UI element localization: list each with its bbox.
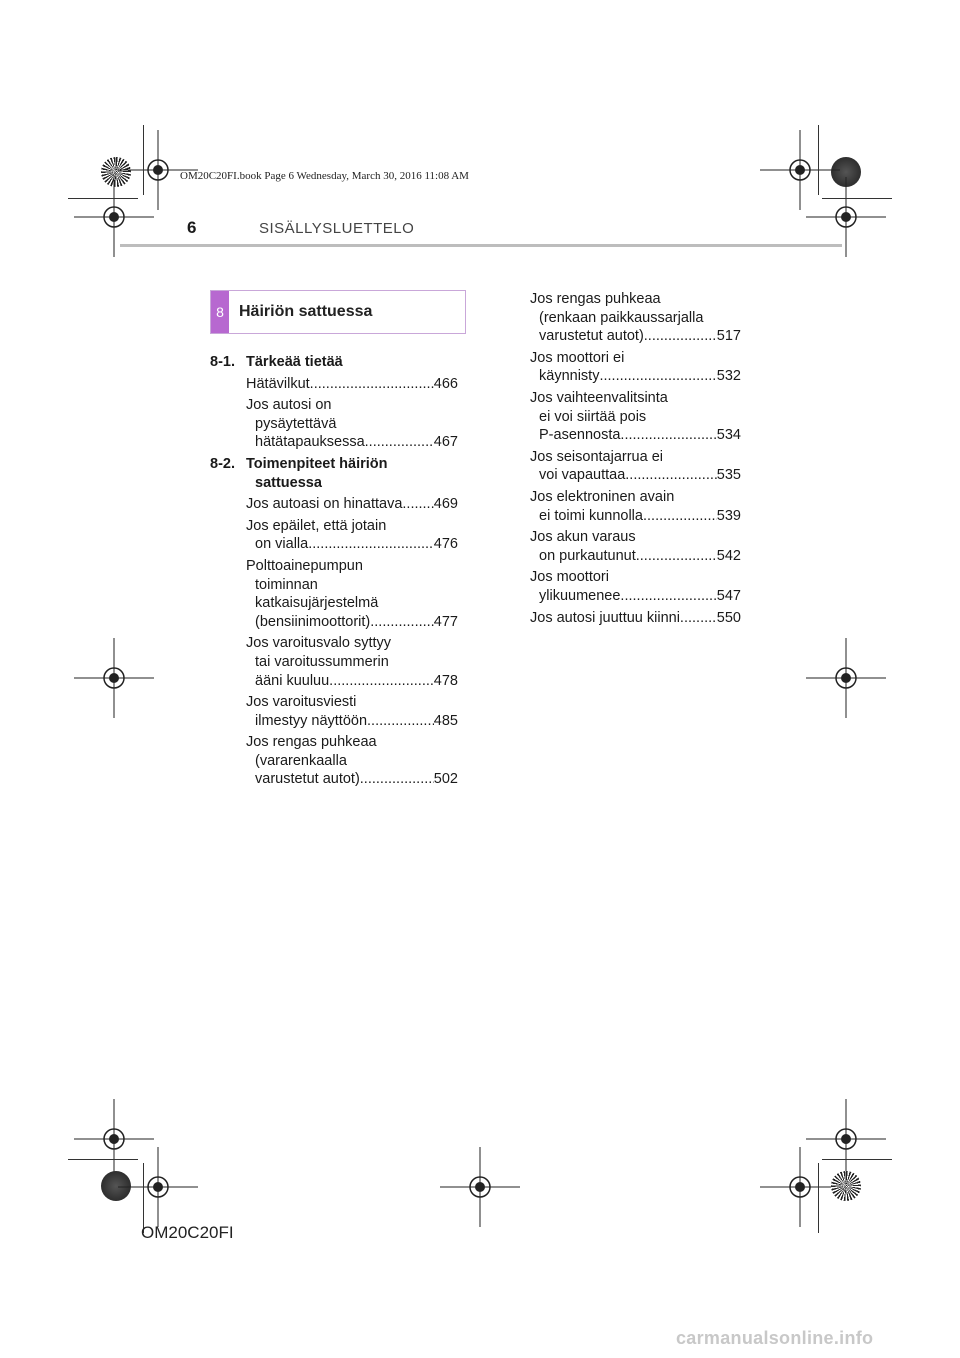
- toc-entry-label: varustetut autot): [539, 328, 644, 345]
- section-heading: [210, 290, 466, 334]
- dot-leader: [599, 367, 716, 386]
- trim-line: [68, 1159, 138, 1160]
- trim-line: [68, 198, 138, 199]
- toc-entry-text: Jos varoitusviesti: [246, 694, 357, 711]
- toc-entry-text: Jos varoitusvalo syttyy: [246, 635, 392, 652]
- toc-entry-leader-line: [246, 770, 458, 789]
- toc-page-number: 485: [433, 712, 458, 729]
- toc-entry-leader-line: [246, 712, 458, 731]
- toc-entry[interactable]: [530, 568, 741, 605]
- toc-page-number: 467: [433, 434, 458, 451]
- page-number: 6: [187, 218, 197, 237]
- toc-entry[interactable]: [246, 517, 458, 554]
- toc-entry-label: ääni kuuluu: [255, 672, 330, 689]
- crosshair-icon: [440, 1147, 520, 1227]
- toc-entry-text: Jos rengas puhkeaa: [246, 734, 377, 751]
- toc-entry-leader-line: [246, 375, 458, 394]
- subsection-heading: [210, 353, 458, 372]
- toc-page-number: 535: [716, 467, 741, 484]
- toc-entry-text: Jos akun varaus: [530, 529, 636, 546]
- toc-entry-leader-line: [530, 367, 741, 386]
- toc-entry-list: [246, 375, 458, 452]
- dot-leader: [367, 712, 434, 731]
- toc-entry-leader-line: [530, 426, 741, 445]
- toc-entry-list: [530, 290, 741, 627]
- toc-entry[interactable]: [246, 375, 458, 394]
- toc-entry-text: Jos moottori ei: [530, 349, 625, 366]
- toc-entry-leader-line: [246, 495, 458, 514]
- toc-entry-text: (renkaan paikkaussarjalla: [539, 309, 704, 326]
- toc-entry-list: [246, 495, 458, 789]
- toc-entry-text: Jos seisontajarrua ei: [530, 448, 663, 465]
- toc-page-number: 476: [433, 536, 458, 553]
- toc-entry-label: on vialla: [255, 536, 309, 553]
- toc-entry-label: ilmestyy näyttöön: [255, 712, 368, 729]
- dot-leader: [625, 466, 717, 485]
- toc-page-number: 478: [433, 672, 458, 689]
- toc-entry[interactable]: [530, 528, 741, 565]
- toc-entry-leader-line: [530, 587, 741, 606]
- toc-entry-label: käynnisty: [539, 368, 600, 385]
- dot-leader: [308, 535, 434, 554]
- toc-entry-label: voi vapauttaa: [539, 467, 626, 484]
- dot-leader: [370, 613, 434, 632]
- dot-leader: [620, 426, 716, 445]
- toc-page-number: 502: [433, 771, 458, 788]
- toc-entry-leader-line: [246, 535, 458, 554]
- toc-entry-leader-line: [246, 672, 458, 691]
- toc-entry-text: Jos vaihteenvalitsinta: [530, 389, 668, 406]
- toc-entry-label: Jos autosi juuttuu kiinni: [530, 609, 680, 626]
- toc-entry-text: ei voi siirtää pois: [539, 408, 647, 425]
- toc-entry[interactable]: [246, 733, 458, 789]
- toc-entry-leader-line: [530, 327, 741, 346]
- toc-page-number: 477: [433, 613, 458, 630]
- subsection-number: 8-1.: [210, 354, 235, 370]
- toc-entry-leader-line: [530, 507, 741, 526]
- toc-entry-label: P-asennosta: [539, 427, 621, 444]
- radial-target-icon: [831, 1171, 861, 1201]
- toc-entry[interactable]: [530, 448, 741, 485]
- section-title: Häiriön sattuessa: [239, 303, 373, 320]
- dot-leader: [329, 672, 434, 691]
- header-title: SISÄLLYSLUETTELO: [259, 220, 415, 237]
- toc-entry-label: ylikuumenee: [539, 587, 621, 604]
- toc-entry-label: ei toimi kunnolla: [539, 507, 643, 524]
- toc-entry-text: Jos elektroninen avain: [530, 488, 675, 505]
- dot-leader: [365, 433, 434, 452]
- toc-entry[interactable]: [530, 290, 741, 346]
- toc-entry-label: varustetut autot): [255, 771, 360, 788]
- toc-entry-text: toiminnan: [255, 576, 318, 593]
- toc-entry[interactable]: [530, 609, 741, 628]
- dot-leader: [680, 609, 717, 628]
- dot-leader: [310, 375, 434, 394]
- toc-entry[interactable]: [530, 389, 741, 445]
- toc-entry[interactable]: [246, 693, 458, 730]
- dot-leader: [620, 587, 716, 606]
- dot-leader: [644, 327, 717, 346]
- subsection-title-cont: sattuessa: [255, 474, 322, 491]
- dot-leader: [360, 770, 434, 789]
- section-number: 8: [211, 291, 229, 333]
- toc-entry-label: on purkautunut: [539, 547, 636, 564]
- toc-entry-text: (vararenkaalla: [255, 752, 347, 769]
- header-rule: [120, 244, 842, 247]
- toc-entry-text: tai varoitussummerin: [255, 653, 389, 670]
- toc-entry-label: Jos autoasi on hinattava: [246, 496, 403, 513]
- dot-leader: [636, 547, 717, 566]
- toc-entry-text: Jos moottori: [530, 569, 609, 586]
- toc-entry-leader-line: [530, 609, 741, 628]
- toc-page-number: 469: [433, 496, 458, 513]
- toc-page-number: 517: [716, 328, 741, 345]
- toc-entry-leader-line: [530, 547, 741, 566]
- toc-right-column: [530, 287, 741, 627]
- toc-page-number: 542: [716, 547, 741, 564]
- toc-entry[interactable]: [246, 495, 458, 514]
- dot-leader: [643, 507, 717, 526]
- toc-entry[interactable]: [246, 396, 458, 452]
- toc-entry-text: pysäytettävä: [255, 415, 337, 432]
- toc-entry[interactable]: [246, 634, 458, 690]
- toc-entry-label: hätätapauksessa: [255, 434, 365, 451]
- toc-left-column: [210, 353, 458, 789]
- toc-entry-text: Jos rengas puhkeaa: [530, 291, 661, 307]
- footer-code: OM20C20FI: [141, 1223, 234, 1242]
- toc-entry-label: (bensiinimoottorit): [255, 613, 371, 630]
- toc-page-number: 539: [716, 507, 741, 524]
- toc-entry-leader-line: [246, 613, 458, 632]
- crosshair-icon: [74, 638, 154, 718]
- toc-entry[interactable]: [246, 557, 458, 631]
- trim-line: [822, 1159, 892, 1160]
- trim-line: [822, 198, 892, 199]
- toc-entry[interactable]: [530, 349, 741, 386]
- trim-line: [818, 1163, 819, 1233]
- toc-entry-text: Polttoainepumpun: [246, 557, 363, 574]
- trim-line: [143, 125, 144, 195]
- toc-entry-leader-line: [530, 466, 741, 485]
- toc-entry[interactable]: [530, 488, 741, 525]
- toc-page-number: 550: [716, 609, 741, 626]
- book-info-slug: OM20C20FI.book Page 6 Wednesday, March 30, 2016 11:08 AM: [180, 170, 469, 182]
- dot-leader: [402, 495, 433, 514]
- subsection-title: Toimenpiteet häiriön: [246, 455, 388, 472]
- trim-line: [818, 125, 819, 195]
- toc-page-number: 547: [716, 587, 741, 604]
- toc-entry-label: Hätävilkut: [246, 375, 310, 392]
- toc-page-number: 532: [716, 368, 741, 385]
- toc-entry-text: Jos epäilet, että jotain: [246, 517, 387, 534]
- toc-entry-leader-line: [246, 433, 458, 452]
- toc-entry-text: Jos autosi on: [246, 397, 332, 414]
- toc-page-number: 534: [716, 427, 741, 444]
- crosshair-icon: [806, 638, 886, 718]
- watermark: carmanualsonline.info: [676, 1328, 874, 1348]
- subsection-number: 8-2.: [210, 455, 235, 472]
- toc-page-number: 466: [433, 375, 458, 392]
- subsection-heading: [210, 455, 458, 492]
- toc-entry-text: katkaisujärjestelmä: [255, 595, 379, 612]
- subsection-title: Tärkeää tietää: [246, 354, 343, 370]
